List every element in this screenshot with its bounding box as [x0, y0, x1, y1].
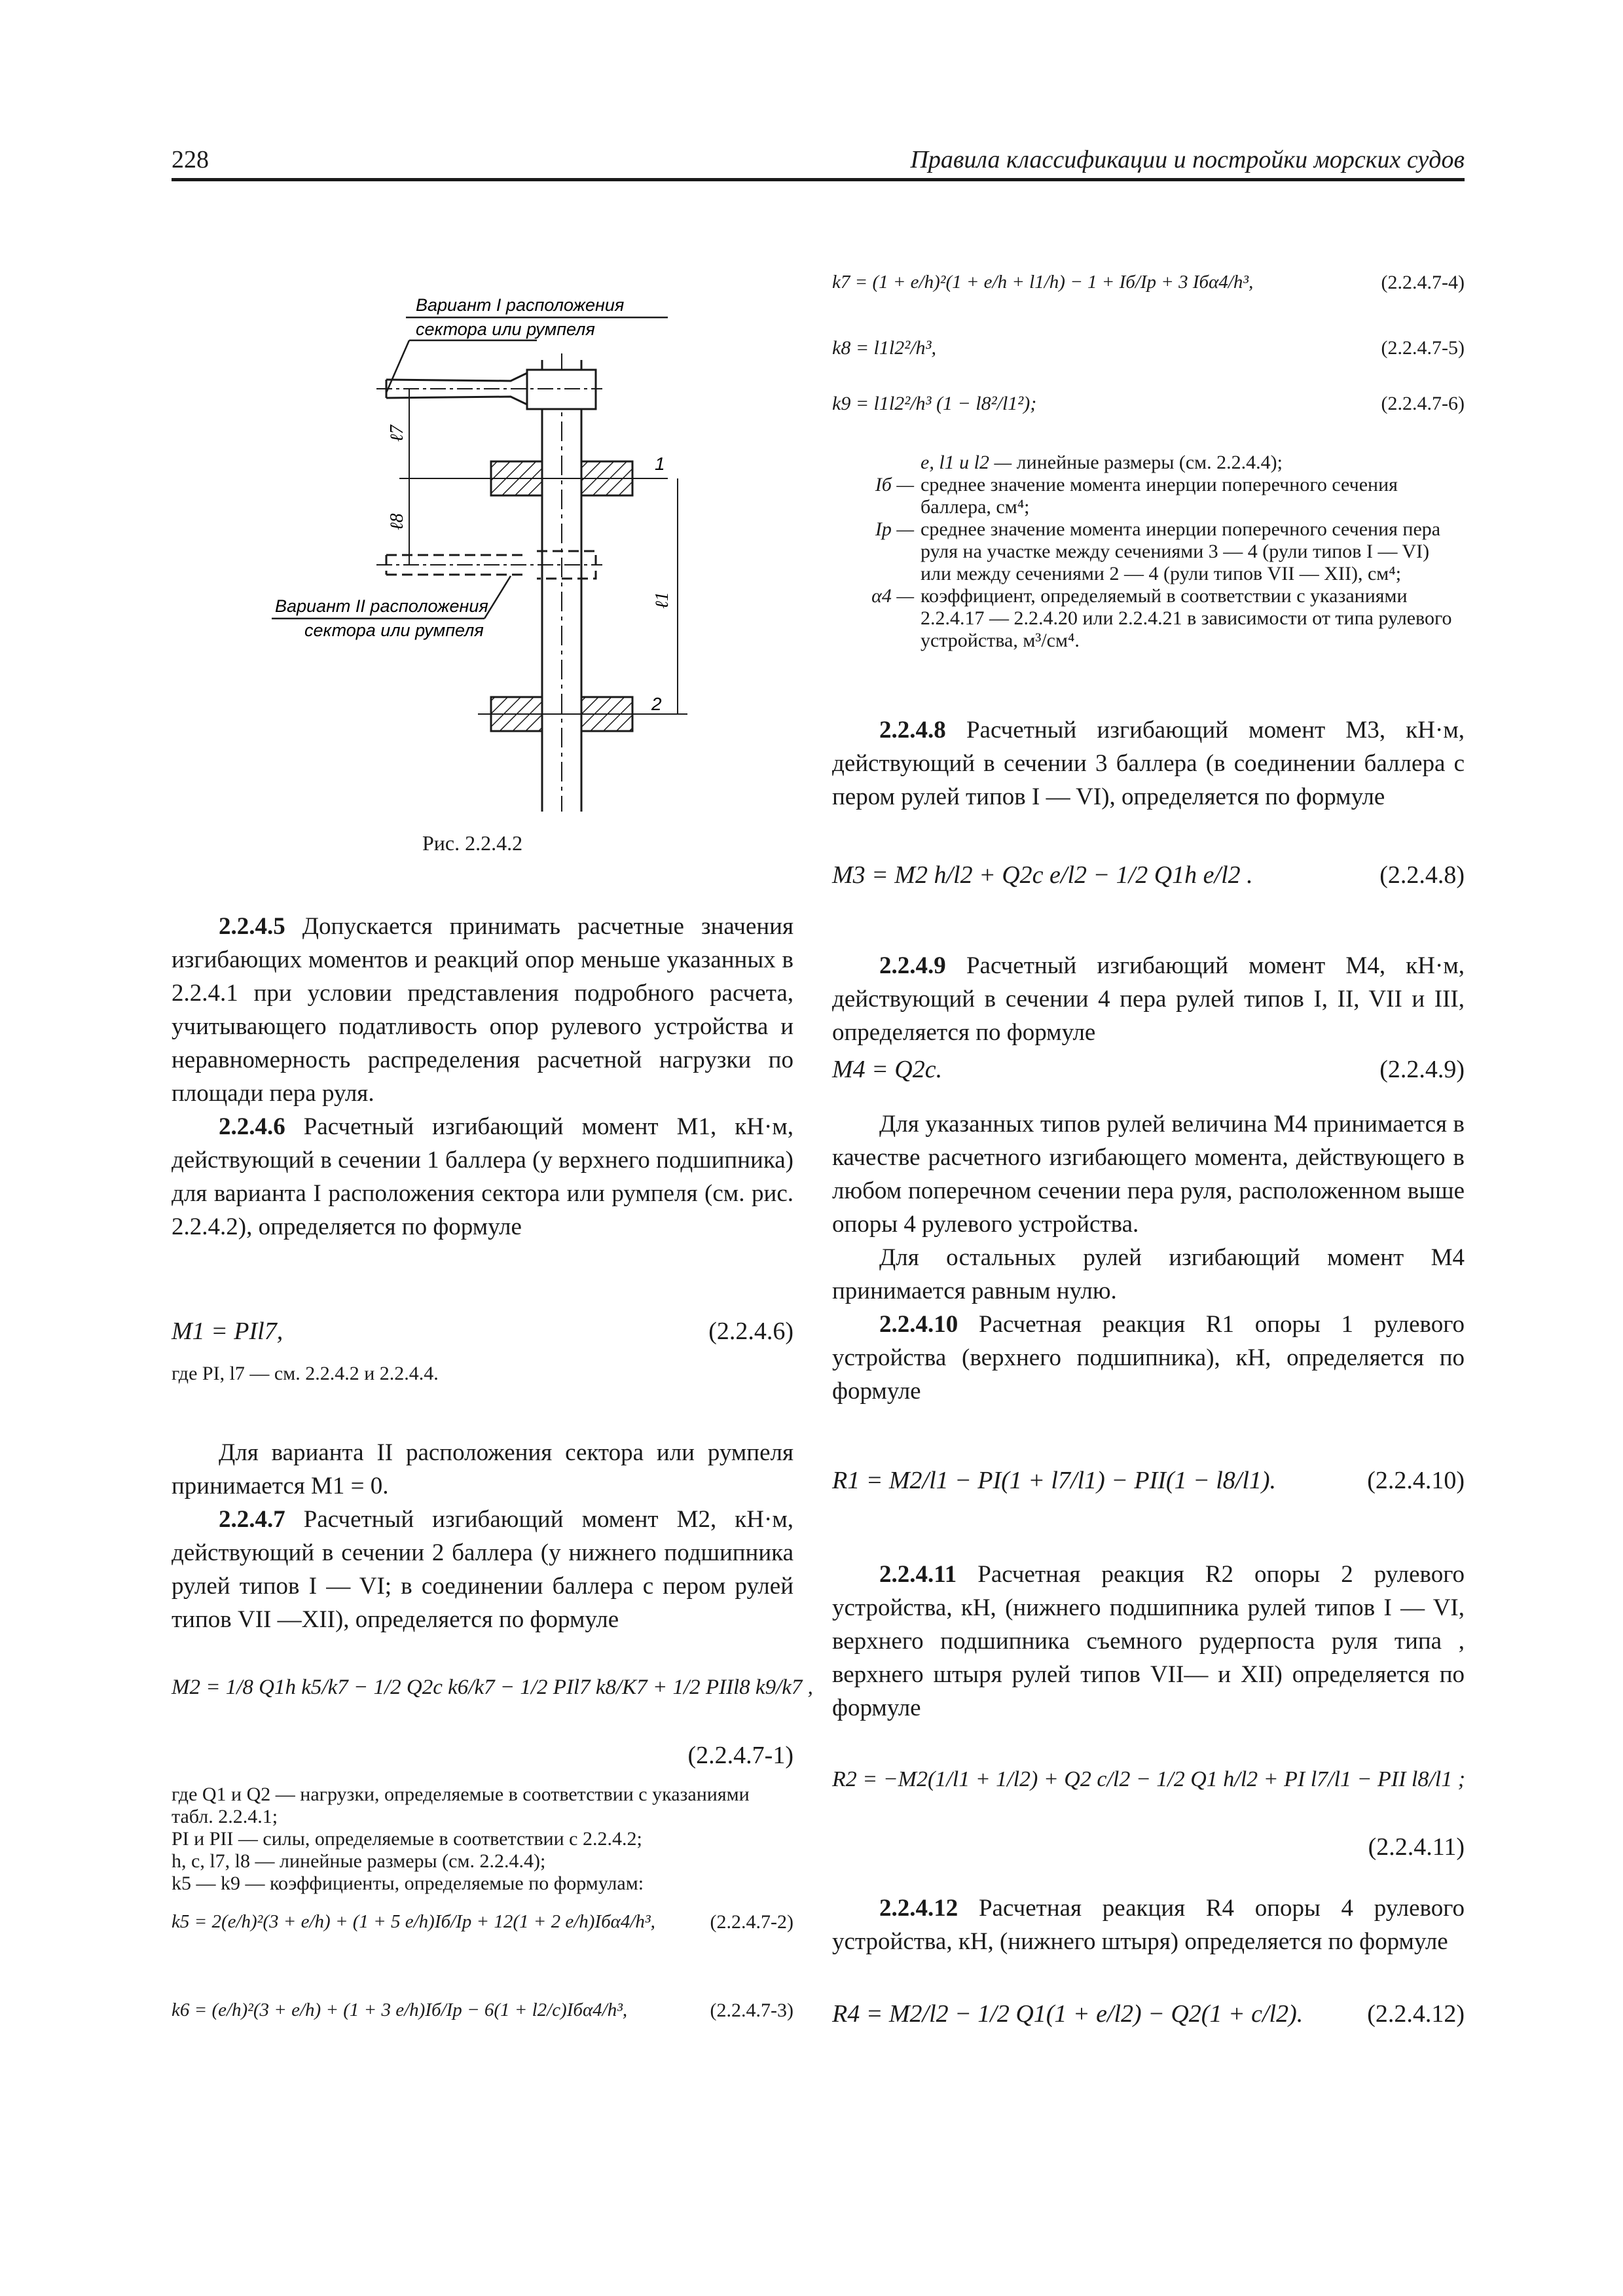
para-2-2-4-7 — [172, 1503, 793, 1636]
def-ir-key: Iр — — [875, 518, 914, 540]
equation-2-2-4-12 — [832, 2000, 1465, 2058]
header-rule — [172, 178, 1465, 181]
equation-2-2-4-7-6-formula: k9 = l1l2²/h³ (1 − l8²/l1²); — [832, 393, 1037, 414]
def-ib-key: Iб — — [875, 474, 914, 495]
definitions — [832, 452, 1465, 652]
equation-2-2-4-6-number: (2.2.4.6) — [708, 1318, 793, 1345]
where-h: h, c, l7, l8 — линейные размеры (см. 2.2.4.4); — [172, 1850, 546, 1872]
para-2-2-4-6-number: 2.2.4.6 — [219, 1113, 285, 1140]
equation-2-2-4-9-formula: M4 = Q2c. — [832, 1056, 943, 1083]
equation-2-2-4-7-1-number: (2.2.4.7-1) — [687, 1742, 793, 1769]
para-2-2-4-9 — [832, 949, 1465, 1049]
equation-2-2-4-7-5-formula: k8 = l1l2²/h³, — [832, 337, 937, 359]
para-2-2-4-5 — [172, 910, 793, 1110]
para-2-2-4-7-text: Расчетный изгибающий момент M2, кН·м, действующий в сечении 2 баллера (у нижнего подшипника рулей типов I — VI; в соединении баллера с пером рулей типов VII —XII), определяется по формуле — [172, 1506, 793, 1633]
equation-2-2-4-11-formula: R2 = −M2(1/l1 + 1/l2) + Q2 c/l2 − 1/2 Q1 h/l2 + PI l7/l1 − PII l8/l1 ; — [832, 1767, 1466, 1791]
where-k: k5 — k9 — коэффициенты, определяемые по формулам: — [172, 1873, 644, 1894]
para-2-2-4-12-text: Расчетная реакция R4 опоры 4 рулевого устройства, кН, (нижнего штыря) определяется по формуле — [832, 1895, 1465, 1955]
equation-2-2-4-8 — [832, 861, 1465, 920]
figure-caption: Рис. 2.2.4.2 — [422, 831, 523, 855]
equation-2-2-4-7-3-number: (2.2.4.7-3) — [710, 2000, 793, 2021]
equation-2-2-4-7-6-number: (2.2.4.7-6) — [1381, 393, 1465, 414]
variant1-leader — [386, 340, 409, 393]
para-2-2-4-8-number: 2.2.4.8 — [879, 717, 946, 744]
running-title: Правила классификации и постройки морских судов — [910, 146, 1465, 173]
def-linear-key: e, l1 и l2 — — [921, 452, 1012, 473]
section1-label: 1 — [655, 454, 665, 474]
variant2-leader — [484, 576, 511, 619]
equation-2-2-4-7-1 — [172, 1676, 813, 1780]
left-column-cont — [172, 1436, 793, 1636]
para-2-2-4-12-body — [832, 1892, 1465, 1958]
def-ir — [832, 518, 1465, 585]
where-p: PI и PII — силы, определяемые в соответствии с 2.2.4.2; — [172, 1828, 642, 1850]
equation-2-2-4-7-2-number: (2.2.4.7-2) — [710, 1911, 793, 1933]
para-2-2-4-8-text: Расчетный изгибающий момент M3, кН·м, действующий в сечении 3 баллера (в соединении баллера с пером рулей типов I — VI), определяется по формуле — [832, 717, 1465, 810]
def-alpha4 — [832, 585, 1465, 652]
para-2-2-4-9-number: 2.2.4.9 — [879, 952, 946, 979]
def-linear — [832, 452, 1465, 474]
para-2-2-4-5-text: Допускается принимать расчетные значения изгибающих моментов и реакций опор меньше указанных в 2.2.4.1 при условии представления подробного расчета, учитывающего податливость опор рулевого устройства и неравномерность распределения расчетной нагрузки по площади пера руля. — [172, 913, 793, 1107]
def-alpha4-value: коэффициент, определяемый в соответствии с указаниями 2.2.4.17 — 2.2.4.20 или 2.2.4.21 в зависимости от типа рулевого устройства, м³/см⁴. — [921, 585, 1452, 651]
para-2-2-4-9-text: Расчетный изгибающий момент M4, кН·м, действующий в сечении 4 пера рулей типов I, II, VII и III, определяется по формуле — [832, 952, 1465, 1046]
page-number: 228 — [172, 146, 209, 173]
equation-2-2-4-7-2 — [172, 1911, 793, 1970]
para-2-2-4-9-body — [832, 949, 1465, 1049]
equation-2-2-4-7-6 — [832, 393, 1465, 452]
equation-2-2-4-10 — [832, 1466, 1465, 1525]
rudder-stock-figure — [268, 262, 740, 812]
equation-2-2-4-9-number: (2.2.4.9) — [1379, 1056, 1465, 1083]
equation-2-2-4-10-formula: R1 = M2/l1 − PI(1 + l7/l1) − PII(1 − l8/l1). — [832, 1467, 1277, 1494]
def-ib-value: среднее значение момента инерции поперечного сечения баллера, см⁴; — [921, 474, 1398, 518]
def-linear-value: линейные размеры (см. 2.2.4.4); — [1016, 452, 1283, 473]
equation-2-2-4-6-formula: M1 = PIl7, — [172, 1318, 283, 1345]
section2-label: 2 — [651, 694, 662, 714]
para-2-2-4-11 — [832, 1558, 1465, 1725]
para-2-2-4-12-number: 2.2.4.12 — [879, 1895, 958, 1922]
equation-2-2-4-7-5-number: (2.2.4.7-5) — [1381, 337, 1465, 359]
para-2-2-4-5-number: 2.2.4.5 — [219, 913, 285, 940]
para-2-2-4-8 — [832, 713, 1465, 814]
equation-2-2-4-7-5 — [832, 337, 1465, 396]
para-2-2-4-7-number: 2.2.4.7 — [219, 1506, 285, 1533]
para-m4 — [832, 1107, 1465, 1408]
equation-2-2-4-11 — [832, 1767, 1465, 1865]
para-variant2: Для варианта II расположения сектора или румпеля принимается M1 = 0. — [172, 1439, 793, 1499]
equation-2-2-4-7-1-formula: M2 = 1/8 Q1h k5/k7 − 1/2 Q2c k6/k7 − 1/2 PIl7 k8/K7 + 1/2 PIIl8 k9/k7 , — [172, 1676, 813, 1699]
equation-2-2-4-12-number: (2.2.4.12) — [1367, 2000, 1465, 2028]
def-alpha4-key: α4 — — [871, 585, 914, 607]
para-2-2-4-12 — [832, 1892, 1465, 1958]
dim-l8-label: ℓ8 — [387, 513, 407, 530]
para-2-2-4-10 — [832, 1308, 1465, 1408]
variant2-label-line2: сектора или румпеля — [304, 620, 484, 640]
note-2-2-4-6: где PI, l7 — см. 2.2.4.2 и 2.2.4.4. — [172, 1363, 439, 1384]
equation-2-2-4-7-4 — [832, 272, 1465, 331]
where-list-2-2-4-7 — [172, 1784, 793, 1895]
para-2-2-4-11-body — [832, 1558, 1465, 1725]
equation-2-2-4-7-2-formula: k5 = 2(e/h)²(3 + e/h) + (1 + 5 e/h)Iб/Iр + 12(1 + 2 e/h)Iбα4/h³, — [172, 1911, 655, 1932]
equation-2-2-4-7-3-formula: k6 = (e/h)²(3 + e/h) + (1 + 3 e/h)Iб/Iр − 6(1 + l2/c)Iбα4/h³, — [172, 2000, 628, 2020]
para-2-2-4-11-number: 2.2.4.11 — [879, 1561, 957, 1588]
para-2-2-4-11-text: Расчетная реакция R2 опоры 2 рулевого устройства, кН, (нижнего подшипника рулей типов I — VI, верхнего подшипника съемного рудерпоста руля типа , верхнего штыря рулей типов VII— и XII) определяется по формуле — [832, 1561, 1465, 1721]
equation-2-2-4-12-formula: R4 = M2/l2 − 1/2 Q1(1 + e/l2) − Q2(1 + c/l2). — [832, 2000, 1304, 2028]
para-2-2-4-8-body — [832, 713, 1465, 814]
def-ir-value: среднее значение момента инерции поперечного сечения пера руля на участке между сечениями 3 — 4 (рули типов I — VI) или между сечениями 2 — 4 (рули типов VII — XII), см⁴; — [921, 518, 1441, 584]
where-q: где Q1 и Q2 — нагрузки, определяемые в соответствии с указаниями табл. 2.2.4.1; — [172, 1784, 750, 1827]
equation-2-2-4-7-4-formula: k7 = (1 + e/h)²(1 + e/h + l1/h) − 1 + Iб/Iр + 3 Iбα4/h³, — [832, 272, 1254, 293]
para-2-2-4-6 — [172, 1110, 793, 1244]
equation-2-2-4-7-3 — [172, 2000, 793, 2058]
para-2-2-4-6-text: Расчетный изгибающий момент M1, кН·м, действующий в сечении 1 баллера (у верхнего подшипника) для варианта I расположения сектора или румпеля (см. рис. 2.2.4.2), определяется по формуле — [172, 1113, 793, 1240]
equation-2-2-4-7-4-number: (2.2.4.7-4) — [1381, 272, 1465, 293]
para-m4-a: Для указанных типов рулей величина M4 принимается в качестве расчетного изгибающего момента, действующего в любом поперечном сечении пера руля, расположенном выше опоры 4 рулевого устройства. — [832, 1111, 1465, 1238]
equation-2-2-4-8-number: (2.2.4.8) — [1379, 861, 1465, 889]
left-column — [172, 910, 793, 1244]
equation-2-2-4-11-number: (2.2.4.11) — [1368, 1833, 1465, 1861]
variant2-label-line1: Вариант II расположения — [275, 596, 488, 616]
dim-l7-label: ℓ7 — [387, 425, 407, 442]
equation-2-2-4-9 — [832, 1055, 1465, 1114]
equation-2-2-4-10-number: (2.2.4.10) — [1367, 1467, 1465, 1494]
def-ib — [832, 474, 1465, 518]
dim-l1-label: ℓ1 — [652, 592, 672, 609]
equation-2-2-4-8-formula: M3 = M2 h/l2 + Q2c e/l2 − 1/2 Q1h e/l2 . — [832, 861, 1253, 889]
para-m4-b: Для остальных рулей изгибающий момент M4 принимается равным нулю. — [832, 1244, 1465, 1304]
definition-list — [832, 452, 1465, 652]
variant1-label-line2: сектора или румпеля — [416, 319, 595, 339]
para-2-2-4-10-number: 2.2.4.10 — [879, 1311, 958, 1338]
para-2-2-4-10-text: Расчетная реакция R1 опоры 1 рулевого устройства (верхнего подшипника), кН, определяется по формуле — [832, 1311, 1465, 1405]
variant1-label-line1: Вариант I расположения — [416, 295, 625, 315]
